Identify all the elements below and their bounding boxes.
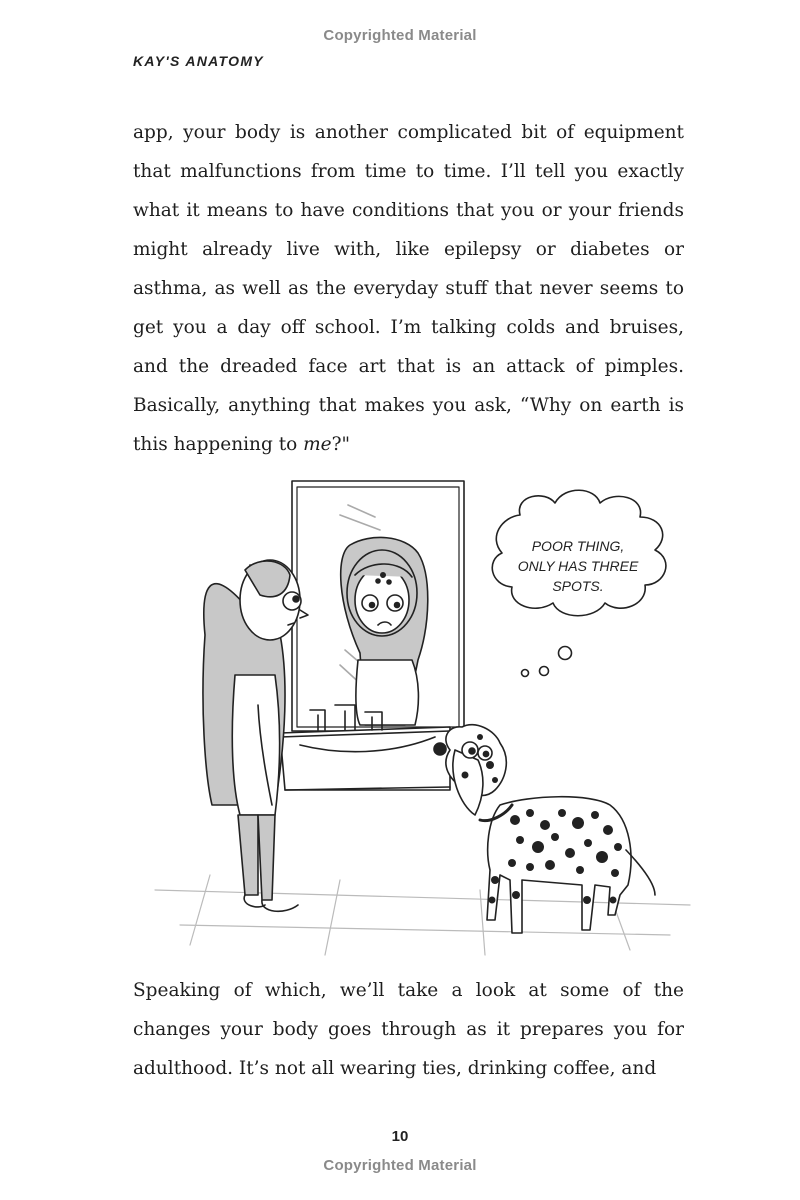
paragraph-1-text: app, your body is another complicated bit of equipment that malfunctions from time to time. I’ll tell you exactly what it means to have conditions that you or your friends might already live with, like epilepsy or diabetes or asthma, as well as the everyday stuff that never seems to get you a day off school. I’m talking colds and bruises, and the dreaded face art that is an attack of pimples. Basically, anything that makes you ask, “Why on earth is this happening to: [133, 122, 684, 455]
copyright-watermark-top: Copyrighted Material: [323, 27, 477, 44]
body-paragraph-2: Speaking of which, we’ll take a look at some of the changes your body goes through as it prepares you for adulthood. It’s not all wearing ties, drinking coffee, and: [133, 980, 684, 1079]
paragraph-1-text-end: ?": [331, 434, 351, 455]
running-head: KAY'S ANATOMY: [133, 53, 264, 69]
dalmatian-dog: [434, 725, 655, 933]
body-paragraph-1: [133, 113, 684, 464]
page-number: 10: [391, 1128, 409, 1145]
cartoon-illustration: [150, 475, 695, 965]
paragraph-1-emphasis: me: [303, 434, 332, 455]
thought-line-3: SPOTS.: [552, 578, 604, 594]
thought-line-1: POOR THING,: [531, 538, 625, 554]
copyright-watermark-bottom: Copyrighted Material: [323, 1157, 477, 1174]
thought-line-2: ONLY HAS THREE: [517, 558, 639, 574]
